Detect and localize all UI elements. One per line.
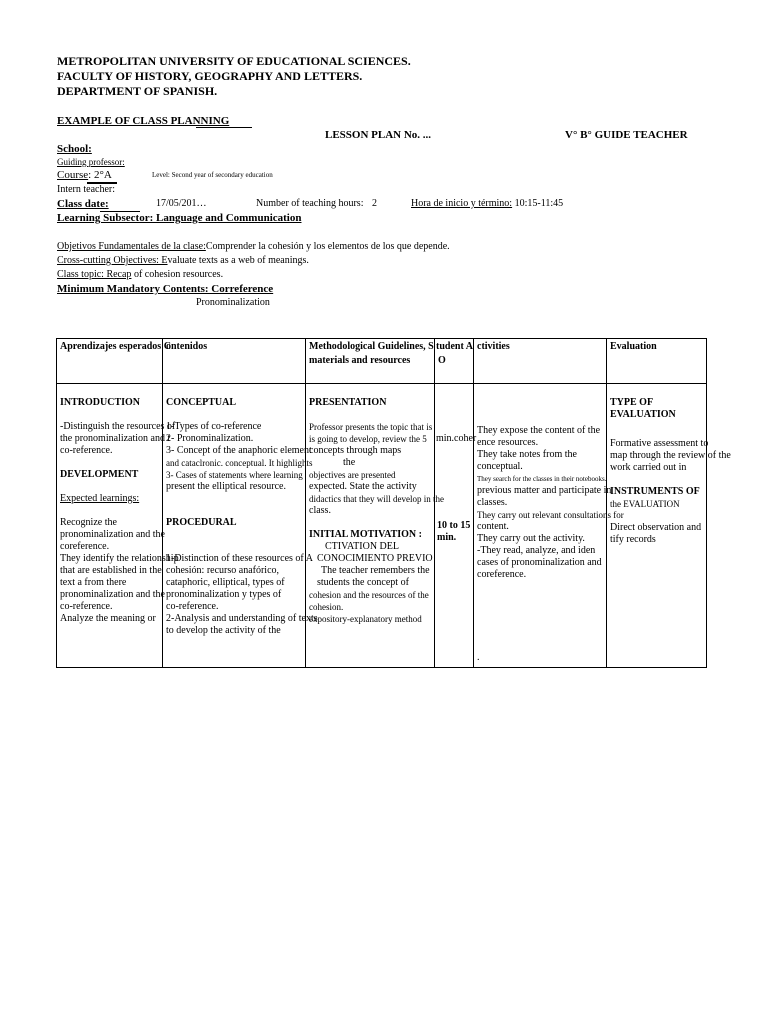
teaching-hours-value: 2 (372, 198, 377, 209)
class-topic-line (57, 269, 223, 280)
col6-line: tify records (610, 534, 656, 545)
cross-cutting-line (57, 255, 309, 266)
header-activities: ctivities (477, 341, 510, 352)
col2-line (166, 409, 318, 421)
col1-line: Recognize the (60, 517, 117, 528)
col3-line: expository-explanatory method (309, 614, 422, 624)
col1-line: They identify the relationship (60, 553, 179, 564)
col1-line: Expected learnings: (60, 493, 140, 504)
teaching-hours-label: Number of teaching hours: (256, 198, 364, 209)
header-aprendizajes: Aprendizajes esperados C (60, 341, 171, 352)
col1-line: co-reference. (60, 445, 113, 456)
col1-line (60, 481, 179, 493)
minimum-contents-2: Pronominalization (196, 297, 270, 308)
col1-line: DEVELOPMENT (60, 469, 139, 480)
col-contents (166, 397, 318, 637)
col-activities (477, 425, 624, 581)
col6-line: work carried out in (610, 462, 687, 473)
col-activities-end (477, 652, 480, 664)
col4-line: 10 to 15 (437, 520, 471, 531)
col3-line: PRESENTATION (309, 397, 387, 408)
col3-line: concepts through maps (309, 445, 402, 456)
col2-line: pronominalization y types of (166, 589, 282, 600)
col3-line (309, 409, 444, 421)
col2-line: co-reference. (166, 601, 219, 612)
col4-line: min. (437, 532, 457, 543)
col2-line: cataphoric, elliptical, types of (166, 577, 285, 588)
col2-line: to develop the activity of the (166, 625, 281, 636)
col1-line (60, 457, 179, 469)
col5-line: ence resources. (477, 437, 539, 448)
cross-cutting-label: Cross-cutting Objectives: E (57, 255, 168, 266)
objetivos-value: Comprender la cohesión y los elementos de los que depende. (205, 241, 450, 252)
col-time-1 (436, 433, 476, 445)
class-topic-label: Class topic: Recap (57, 269, 132, 280)
learning-subsector: Learning Subsector: Language and Communication (57, 212, 302, 224)
header-materials: materials and resources (309, 355, 411, 366)
col5-line: They search for the classes in their notebooks. (477, 475, 607, 483)
col5-line: They carry out the activity. (477, 533, 585, 544)
col5-line: . (477, 652, 480, 663)
col1-line (60, 505, 179, 517)
class-date-label: Class date: (57, 198, 109, 210)
col5-line: previous matter and participate in (477, 485, 612, 496)
table-col-line-5 (473, 338, 474, 668)
col3-line: the (343, 457, 356, 468)
col6-line: map through the review of the (610, 450, 731, 461)
col-methodology (309, 397, 444, 625)
col2-line: 2-Analysis and understanding of texts (166, 613, 318, 624)
header-time: O (438, 355, 446, 366)
table-border-bottom (56, 667, 707, 668)
col3-line: The teacher remembers the (321, 565, 430, 576)
header-evaluation: Evaluation (610, 341, 657, 352)
col3-line: objectives are presented (309, 470, 396, 480)
col3-line: didactics that they will develop in the (309, 494, 444, 504)
col1-line: coreference. (60, 541, 110, 552)
col-time-2 (437, 520, 470, 544)
table-col-line-1 (56, 338, 57, 668)
col2-line: 1-Distinction of these resources of A (166, 553, 313, 564)
col-learnings (60, 397, 179, 625)
col1-line: Analyze the meaning or (60, 613, 156, 624)
col2-line: and cataclronic. conceptual. It highlights (166, 458, 313, 468)
hora-label: Hora de inicio y término: (411, 198, 513, 209)
col2-line (166, 493, 318, 505)
col6-line: TYPE OF (610, 397, 654, 408)
col-evaluation-body (610, 438, 760, 546)
col3-line: students the concept of (317, 577, 409, 588)
col3-line (309, 517, 444, 529)
table-border-top (56, 338, 707, 339)
col6-line: INSTRUMENTS OF (610, 486, 700, 497)
col2-line: present the elliptical resource. (166, 481, 286, 492)
col5-line: classes. (477, 497, 508, 508)
col6-line: the EVALUATION (610, 499, 680, 509)
col3-line: is going to develop, review the 5 (309, 434, 427, 444)
example-title: EXAMPLE OF CLASS PLANNING (57, 115, 230, 127)
guide-teacher-label: V° B° GUIDE TEACHER (565, 129, 688, 141)
col5-line: conceptual. (477, 461, 523, 472)
col2-line (166, 541, 318, 553)
start-end-time (411, 198, 563, 209)
col2-line: CONCEPTUAL (166, 397, 237, 408)
class-date-value: 17/05/201… (156, 198, 207, 209)
col2-line: cohesión: recurso anafórico, (166, 565, 280, 576)
col2-line: 3- Concept of the anaphoric element (166, 445, 312, 456)
department-name: DEPARTMENT OF SPANISH. (57, 84, 218, 98)
university-name: METROPOLITAN UNIVERSITY OF EDUCATIONAL SCIENCES. (57, 54, 411, 68)
minimum-contents: Minimum Mandatory Contents: Correference (57, 283, 274, 295)
objetivos-line (57, 241, 450, 252)
intern-teacher-label: Intern teacher: (57, 184, 116, 195)
col1-line (60, 409, 179, 421)
col3-line: expected. State the activity (309, 481, 417, 492)
col3-line: CTIVATION DEL (325, 541, 399, 552)
col3-line: Professor presents the topic that is (309, 422, 433, 432)
col5-line: -They read, analyze, and iden (477, 545, 596, 556)
course-label: Course (57, 169, 89, 181)
col3-line: cohesion and the resources of the (309, 590, 429, 600)
col5-line: content. (477, 521, 509, 532)
col5-line: They take notes from the (477, 449, 577, 460)
guiding-professor-label: Guiding professor: (57, 157, 125, 167)
col2-line: 3- Cases of statements where learning (166, 470, 303, 480)
col3-line: class. (309, 505, 331, 516)
col1-line: pronominalization and the (60, 589, 165, 600)
col6-line: Formative assessment to (610, 438, 709, 449)
title-underline-extension (196, 127, 252, 128)
header-methodological: Methodological Guidelines, S (309, 341, 434, 352)
col1-line: that are established in the (60, 565, 162, 576)
col2-line: 1-Types of co-reference (166, 421, 262, 432)
objetivos-label: Objetivos Fundamentales de la clase: (57, 241, 206, 252)
lesson-plan-number: LESSON PLAN No. ... (325, 129, 432, 141)
col1-line: -Distinguish the resources of (60, 421, 176, 432)
header-contenidos: ontenidos (166, 341, 208, 352)
cross-cutting-value: valuate texts as a web of meanings. (167, 255, 309, 266)
col6-line: Direct observation and (610, 522, 702, 533)
col1-line: the pronominalization and t (60, 433, 171, 444)
col5-line: They expose the content of the (477, 425, 601, 436)
course-value: : 2°A (88, 169, 112, 181)
col3-line: INITIAL MOTIVATION : (309, 529, 422, 540)
school-label: School: (57, 143, 92, 155)
col3-line: CONOCIMIENTO PREVIO (317, 553, 433, 564)
col1-line: text a from there (60, 577, 127, 588)
col3-line: cohesion. (309, 602, 344, 612)
hora-value: 10:15-11:45 (512, 198, 564, 209)
col6-line (610, 474, 760, 486)
col1-line: co-reference. (60, 601, 113, 612)
col2-line (166, 505, 318, 517)
col1-line: pronominalization and the (60, 529, 165, 540)
col2-line (166, 529, 318, 541)
col-evaluation (610, 397, 676, 421)
col1-line: INTRODUCTION (60, 397, 141, 408)
faculty-name: FACULTY OF HISTORY, GEOGRAPHY AND LETTERS. (57, 69, 363, 83)
col6-line (610, 510, 760, 522)
col2-line: 2- Pronominalization. (166, 433, 254, 444)
col5-line: They carry out relevant consultations for (477, 510, 624, 520)
col5-line: cases of pronominalization and (477, 557, 602, 568)
col6-line: EVALUATION (610, 409, 676, 420)
col5-line: coreference. (477, 569, 527, 580)
table-header-divider (56, 383, 707, 384)
col4-line: min.coher (436, 433, 477, 444)
class-topic-value: of cohesion resources. (131, 269, 224, 280)
header-student: tudent A (436, 341, 473, 352)
course-field (57, 169, 112, 181)
level-text: Level: Second year of secondary education (152, 171, 273, 179)
col2-line: PROCEDURAL (166, 517, 237, 528)
